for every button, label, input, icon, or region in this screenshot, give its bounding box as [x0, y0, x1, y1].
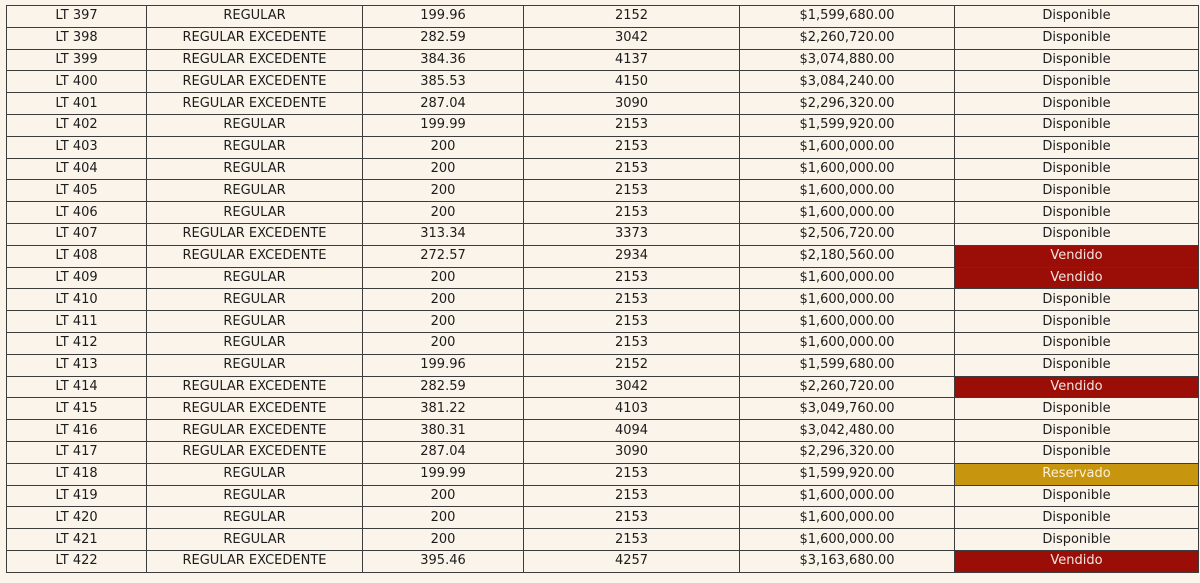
lot-type-cell: REGULAR EXCEDENTE	[147, 376, 363, 398]
table-row	[7, 332, 1199, 354]
table-row	[7, 223, 1199, 245]
area-cell: 380.31	[363, 420, 524, 442]
status-cell: Vendido	[955, 245, 1199, 267]
price-cell: $2,296,320.00	[740, 441, 955, 463]
table-row	[7, 27, 1199, 49]
lot-type-cell: REGULAR	[147, 463, 363, 485]
lot-type-cell: REGULAR	[147, 267, 363, 289]
price-cell: $1,599,680.00	[740, 354, 955, 376]
status-cell: Disponible	[955, 223, 1199, 245]
lot-cell: LT 404	[7, 158, 147, 180]
status-cell: Disponible	[955, 441, 1199, 463]
status-cell: Disponible	[955, 158, 1199, 180]
sqft-cell: 3090	[524, 93, 740, 115]
area-cell: 199.99	[363, 463, 524, 485]
lot-cell: LT 420	[7, 507, 147, 529]
sqft-cell: 2153	[524, 136, 740, 158]
lot-cell: LT 406	[7, 202, 147, 224]
status-cell: Reservado	[955, 463, 1199, 485]
area-cell: 384.36	[363, 49, 524, 71]
table-row	[7, 354, 1199, 376]
price-cell: $2,260,720.00	[740, 376, 955, 398]
table-row	[7, 550, 1199, 572]
lot-type-cell: REGULAR	[147, 507, 363, 529]
sqft-cell: 4150	[524, 71, 740, 93]
status-cell: Vendido	[955, 550, 1199, 572]
area-cell: 200	[363, 180, 524, 202]
sqft-cell: 2152	[524, 6, 740, 28]
table-row	[7, 93, 1199, 115]
lot-cell: LT 422	[7, 550, 147, 572]
lot-cell: LT 398	[7, 27, 147, 49]
area-cell: 200	[363, 289, 524, 311]
status-cell: Disponible	[955, 114, 1199, 136]
table-row	[7, 71, 1199, 93]
price-cell: $1,600,000.00	[740, 507, 955, 529]
lot-cell: LT 410	[7, 289, 147, 311]
area-cell: 282.59	[363, 27, 524, 49]
area-cell: 200	[363, 267, 524, 289]
table-row	[7, 376, 1199, 398]
price-cell: $1,600,000.00	[740, 311, 955, 333]
table-row	[7, 398, 1199, 420]
sqft-cell: 4094	[524, 420, 740, 442]
lot-type-cell: REGULAR	[147, 354, 363, 376]
table-row	[7, 529, 1199, 551]
sqft-cell: 2153	[524, 485, 740, 507]
price-cell: $3,163,680.00	[740, 550, 955, 572]
lot-cell: LT 415	[7, 398, 147, 420]
area-cell: 385.53	[363, 71, 524, 93]
status-cell: Disponible	[955, 136, 1199, 158]
sqft-cell: 2153	[524, 267, 740, 289]
area-cell: 200	[363, 507, 524, 529]
area-cell: 200	[363, 136, 524, 158]
status-cell: Disponible	[955, 332, 1199, 354]
status-cell: Disponible	[955, 354, 1199, 376]
sqft-cell: 2153	[524, 311, 740, 333]
lot-cell: LT 401	[7, 93, 147, 115]
sqft-cell: 2934	[524, 245, 740, 267]
lot-cell: LT 414	[7, 376, 147, 398]
lot-cell: LT 402	[7, 114, 147, 136]
status-cell: Disponible	[955, 485, 1199, 507]
sqft-cell: 4103	[524, 398, 740, 420]
lot-type-cell: REGULAR EXCEDENTE	[147, 223, 363, 245]
sqft-cell: 2153	[524, 202, 740, 224]
status-cell: Disponible	[955, 6, 1199, 28]
status-cell: Disponible	[955, 398, 1199, 420]
lot-cell: LT 405	[7, 180, 147, 202]
status-cell: Disponible	[955, 49, 1199, 71]
price-cell: $1,600,000.00	[740, 136, 955, 158]
lot-cell: LT 412	[7, 332, 147, 354]
table-row	[7, 463, 1199, 485]
price-cell: $1,599,920.00	[740, 114, 955, 136]
sqft-cell: 2153	[524, 507, 740, 529]
status-cell: Disponible	[955, 202, 1199, 224]
price-cell: $1,600,000.00	[740, 202, 955, 224]
price-cell: $2,260,720.00	[740, 27, 955, 49]
lot-cell: LT 413	[7, 354, 147, 376]
price-cell: $1,600,000.00	[740, 267, 955, 289]
status-cell: Disponible	[955, 529, 1199, 551]
lot-cell: LT 399	[7, 49, 147, 71]
table-row	[7, 441, 1199, 463]
price-cell: $1,600,000.00	[740, 332, 955, 354]
lot-type-cell: REGULAR	[147, 485, 363, 507]
area-cell: 199.99	[363, 114, 524, 136]
lot-type-cell: REGULAR EXCEDENTE	[147, 245, 363, 267]
table-row	[7, 49, 1199, 71]
lot-type-cell: REGULAR	[147, 114, 363, 136]
sqft-cell: 4257	[524, 550, 740, 572]
area-cell: 287.04	[363, 93, 524, 115]
lot-type-cell: REGULAR	[147, 180, 363, 202]
lot-type-cell: REGULAR EXCEDENTE	[147, 93, 363, 115]
table-row	[7, 136, 1199, 158]
lot-cell: LT 409	[7, 267, 147, 289]
status-cell: Disponible	[955, 27, 1199, 49]
lot-type-cell: REGULAR EXCEDENTE	[147, 27, 363, 49]
lot-price-table	[6, 5, 1199, 573]
price-cell: $2,180,560.00	[740, 245, 955, 267]
price-cell: $1,599,680.00	[740, 6, 955, 28]
lot-type-cell: REGULAR	[147, 289, 363, 311]
lot-cell: LT 419	[7, 485, 147, 507]
lot-type-cell: REGULAR EXCEDENTE	[147, 441, 363, 463]
table-row	[7, 311, 1199, 333]
area-cell: 313.34	[363, 223, 524, 245]
lot-table-body	[7, 6, 1199, 573]
table-row	[7, 114, 1199, 136]
area-cell: 287.04	[363, 441, 524, 463]
sqft-cell: 3373	[524, 223, 740, 245]
price-cell: $1,600,000.00	[740, 529, 955, 551]
lot-type-cell: REGULAR	[147, 202, 363, 224]
lot-type-cell: REGULAR	[147, 6, 363, 28]
price-cell: $2,506,720.00	[740, 223, 955, 245]
table-row	[7, 485, 1199, 507]
table-row	[7, 289, 1199, 311]
lot-type-cell: REGULAR	[147, 136, 363, 158]
sqft-cell: 2153	[524, 529, 740, 551]
lot-type-cell: REGULAR EXCEDENTE	[147, 420, 363, 442]
status-cell: Disponible	[955, 289, 1199, 311]
status-cell: Disponible	[955, 311, 1199, 333]
sqft-cell: 4137	[524, 49, 740, 71]
lot-cell: LT 416	[7, 420, 147, 442]
area-cell: 395.46	[363, 550, 524, 572]
area-cell: 282.59	[363, 376, 524, 398]
sqft-cell: 2153	[524, 289, 740, 311]
lot-cell: LT 411	[7, 311, 147, 333]
status-cell: Vendido	[955, 267, 1199, 289]
area-cell: 200	[363, 202, 524, 224]
lot-type-cell: REGULAR EXCEDENTE	[147, 550, 363, 572]
lot-type-cell: REGULAR	[147, 311, 363, 333]
area-cell: 199.96	[363, 6, 524, 28]
status-cell: Disponible	[955, 71, 1199, 93]
lot-type-cell: REGULAR	[147, 158, 363, 180]
table-row	[7, 420, 1199, 442]
table-row	[7, 6, 1199, 28]
sqft-cell: 2153	[524, 158, 740, 180]
status-cell: Vendido	[955, 376, 1199, 398]
area-cell: 200	[363, 529, 524, 551]
table-row	[7, 507, 1199, 529]
table-row	[7, 202, 1199, 224]
sqft-cell: 2153	[524, 332, 740, 354]
area-cell: 200	[363, 158, 524, 180]
lot-cell: LT 421	[7, 529, 147, 551]
lot-cell: LT 407	[7, 223, 147, 245]
lot-type-cell: REGULAR	[147, 332, 363, 354]
area-cell: 272.57	[363, 245, 524, 267]
price-cell: $3,074,880.00	[740, 49, 955, 71]
status-cell: Disponible	[955, 93, 1199, 115]
status-cell: Disponible	[955, 420, 1199, 442]
area-cell: 200	[363, 485, 524, 507]
area-cell: 381.22	[363, 398, 524, 420]
sqft-cell: 2153	[524, 114, 740, 136]
sqft-cell: 3042	[524, 376, 740, 398]
lot-cell: LT 400	[7, 71, 147, 93]
sqft-cell: 3090	[524, 441, 740, 463]
area-cell: 200	[363, 311, 524, 333]
area-cell: 199.96	[363, 354, 524, 376]
table-row	[7, 158, 1199, 180]
lot-cell: LT 408	[7, 245, 147, 267]
area-cell: 200	[363, 332, 524, 354]
status-cell: Disponible	[955, 180, 1199, 202]
price-cell: $1,599,920.00	[740, 463, 955, 485]
lot-cell: LT 417	[7, 441, 147, 463]
price-cell: $1,600,000.00	[740, 180, 955, 202]
price-cell: $3,049,760.00	[740, 398, 955, 420]
table-row	[7, 267, 1199, 289]
table-row	[7, 245, 1199, 267]
lot-cell: LT 403	[7, 136, 147, 158]
price-cell: $1,600,000.00	[740, 485, 955, 507]
lot-type-cell: REGULAR EXCEDENTE	[147, 71, 363, 93]
price-cell: $2,296,320.00	[740, 93, 955, 115]
sqft-cell: 3042	[524, 27, 740, 49]
price-cell: $3,042,480.00	[740, 420, 955, 442]
lot-type-cell: REGULAR	[147, 529, 363, 551]
sqft-cell: 2153	[524, 463, 740, 485]
price-cell: $3,084,240.00	[740, 71, 955, 93]
status-cell: Disponible	[955, 507, 1199, 529]
sqft-cell: 2153	[524, 180, 740, 202]
lot-cell: LT 418	[7, 463, 147, 485]
price-cell: $1,600,000.00	[740, 289, 955, 311]
table-row	[7, 180, 1199, 202]
lot-type-cell: REGULAR EXCEDENTE	[147, 49, 363, 71]
price-cell: $1,600,000.00	[740, 158, 955, 180]
lot-type-cell: REGULAR EXCEDENTE	[147, 398, 363, 420]
sqft-cell: 2152	[524, 354, 740, 376]
lot-cell: LT 397	[7, 6, 147, 28]
